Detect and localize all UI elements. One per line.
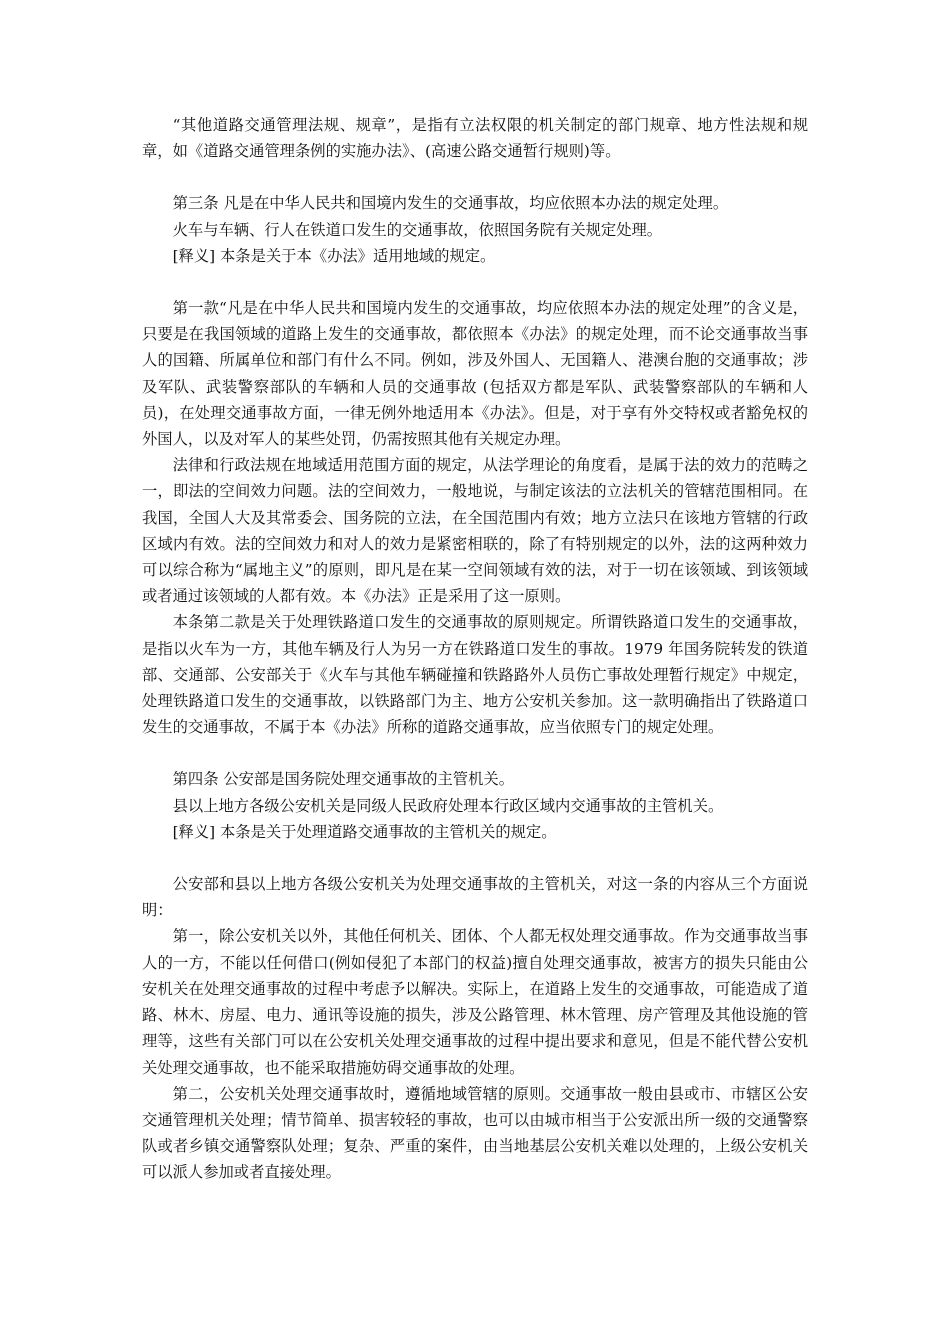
spacer: [142, 740, 808, 766]
spacer: [142, 845, 808, 871]
article-4-heading: 第四条 公安部是国务院处理交通事故的主管机关。: [172, 770, 514, 789]
spacer: [142, 164, 808, 190]
article-3-interpretation-label: [释义] 本条是关于本《办法》适用地域的规定。: [172, 246, 496, 265]
article-4-clause-2: 县以上地方各级公安机关是同级人民政府处理本行政区域内交通事故的主管机关。: [172, 796, 724, 815]
article-4-interpretation-label: [释义] 本条是关于处理道路交通事故的主管机关的规定。: [172, 822, 557, 841]
paragraph-point-two: 第二，公安机关处理交通事故时，遵循地域管辖的原则。交通事故一般由县或市、市辖区公安交通管理机关处理；情节简单、损害较轻的事故，也可以由城市相当于公安派出所一级的交通警察队或者乡镇交通警察队处理；复杂、严重的案件，由当地基层公安机关难以处理的，上级公安机关可以派人参加或者直接处理。: [142, 1084, 808, 1182]
paragraph-point-one: 第一，除公安机关以外，其他任何机关、团体、个人都无权处理交通事故。作为交通事故当事人的一方，不能以任何借口(例如侵犯了本部门的权益)擅自处理交通事故，被害方的损失只能由公安机关在处理交通事故的过程中考虑予以解决。实际上，在道路上发生的交通事故，可能造成了道路、林木、房屋、电力、通讯等设施的损失，涉及公路管理、林木管理、房产管理及其他设施的管理等，这些有关部门可以在公安机关处理交通事故的过程中提出要求和意见，但是不能代替公安机关处理交通事故，也不能采取措施妨碍交通事故的处理。: [142, 927, 808, 1077]
paragraph-railway-crossing: 本条第二款是关于处理铁路道口发生的交通事故的原则规定。所谓铁路道口发生的交通事故，是指以火车为一方，其他车辆及行人为另一方在铁路道口发生的事故。1979 年国务院转发的铁道部、交通部、公安部关于《火车与其他车辆碰撞和铁路路外人员伤亡事故处理暂行规定》中规定，处理铁路道口发生的交通事故，以铁路部门为主、地方公安机关参加。这一款明确指出了铁路道口发生的交通事故，不属于本《办法》所称的道路交通事故，应当依照专门的规定处理。: [142, 613, 808, 737]
paragraph-clause-1-meaning: 第一款“凡是在中华人民共和国境内发生的交通事故，均应依照本办法的规定处理”的含义是，只要是在我国领域的道路上发生的交通事故，都依照本《办法》的规定处理，而不论交通事故当事人的国籍、所属单位和部门有什么不同。例如，涉及外国人、无国籍人、港澳台胞的交通事故；涉及军队、武装警察部队的车辆和人员的交通事故 (包括双方都是军队、武装警察部队的车辆和人员)，在处理交通事故方面，一律无例外地适用本《办法》。但是，对于享有外交特权或者豁免权的外国人，以及对军人的某些处罚，仍需按照其他有关规定办理。: [142, 299, 808, 449]
article-3-clause-2: 火车与车辆、行人在铁道口发生的交通事故，依照国务院有关规定处理。: [172, 220, 663, 239]
paragraph-other-regulations: “其他道路交通管理法规、规章”，是指有立法权限的机关制定的部门规章、地方性法规和规章，如《道路交通管理条例的实施办法》、(高速公路交通暂行规则)等。: [142, 116, 808, 161]
article-3-heading: 第三条 凡是在中华人民共和国境内发生的交通事故，均应依照本办法的规定处理。: [172, 194, 729, 213]
paragraph-spatial-effect: 法律和行政法规在地域适用范围方面的规定，从法学理论的角度看，是属于法的效力的范畴之一，即法的空间效力问题。法的空间效力，一般地说，与制定该法的立法机关的管辖范围相同。在我国，全国人大及其常委会、国务院的立法，在全国范围内有效；地方立法只在该地方管辖的行政区域内有效。法的空间效力和对人的效力是紧密相联的，除了有特别规定的以外，法的这两种效力可以综合称为“属地主义”的原则，即凡是在某一空间领域有效的法，对于一切在该领域、到该领域或者通过该领域的人都有效。本《办法》正是采用了这一原则。: [142, 456, 808, 606]
spacer: [142, 269, 808, 295]
paragraph-authority-intro: 公安部和县以上地方各级公安机关为处理交通事故的主管机关，对这一条的内容从三个方面说明：: [142, 875, 808, 920]
